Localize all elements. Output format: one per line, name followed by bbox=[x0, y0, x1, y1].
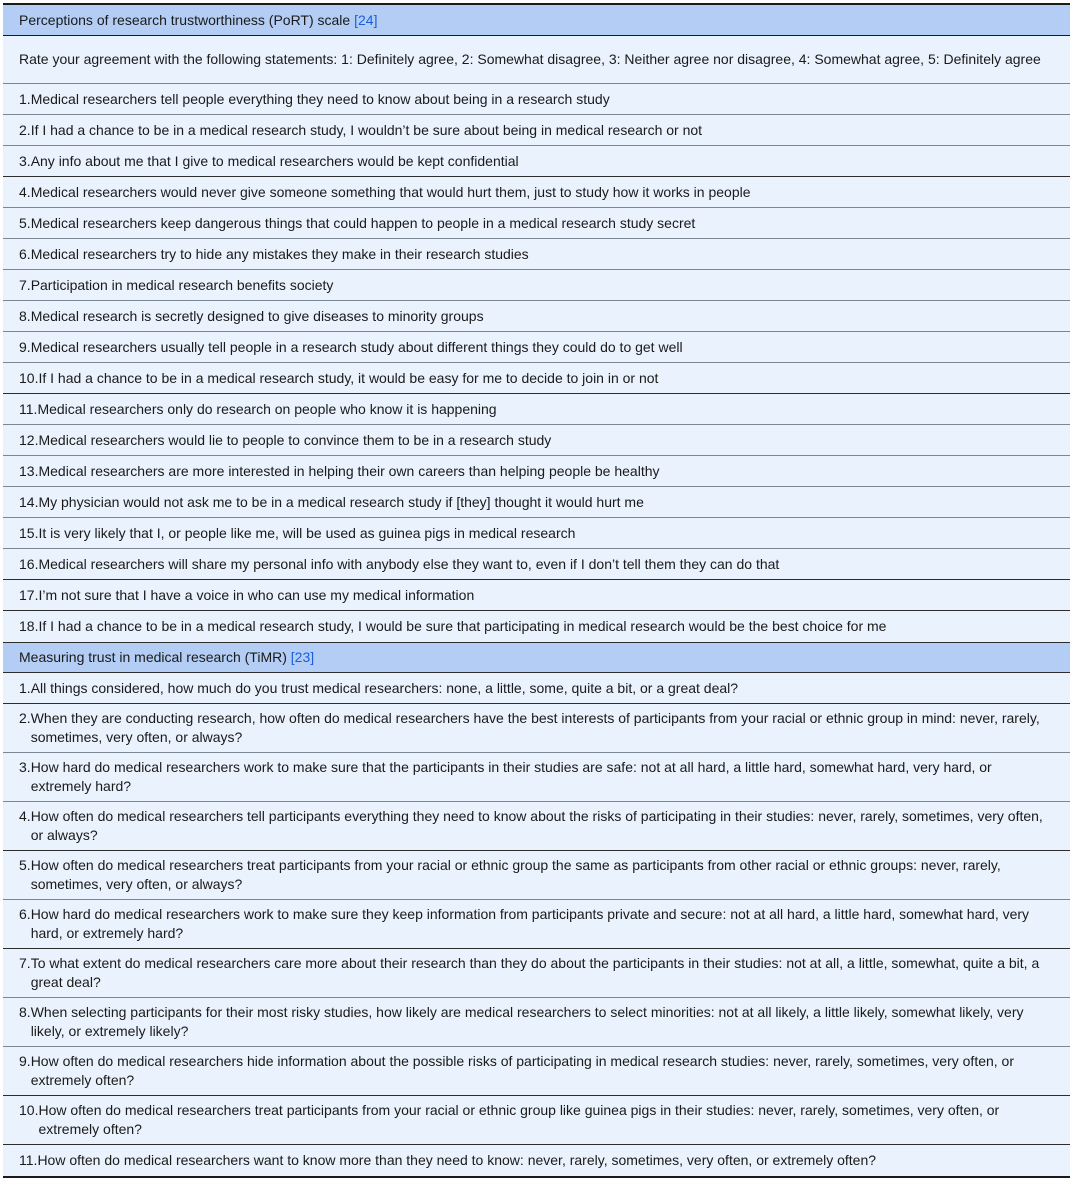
timr-item-text: All things considered, how much do you trust medical researchers: none, a little, some, quite a bit, or a great deal? bbox=[30, 679, 739, 696]
port-item-row bbox=[3, 301, 1070, 332]
port-item-row bbox=[3, 270, 1070, 301]
port-item-number: 17. bbox=[19, 586, 39, 603]
port-item-row bbox=[3, 456, 1070, 487]
port-item-text: Medical researchers are more interested in helping their own careers than helping people be healthy bbox=[38, 462, 660, 479]
port-item-row bbox=[3, 146, 1070, 177]
timr-item-number: 1. bbox=[19, 679, 31, 696]
timr-item-row bbox=[3, 1145, 1070, 1176]
timr-item-text: How often do medical researchers want to know more than they need to know: never, rarely, sometimes, very often, or extremely often? bbox=[37, 1152, 877, 1169]
port-item-number: 16. bbox=[19, 555, 39, 572]
timr-item-text: When they are conducting research, how often do medical researchers have the best interests of participants from your racial or ethnic group in mind: never, rarely, sometimes, very often, or always? bbox=[30, 710, 1040, 745]
port-item-row bbox=[3, 487, 1070, 518]
port-item-row bbox=[3, 425, 1070, 456]
port-item-number: 9. bbox=[19, 338, 31, 355]
survey-table bbox=[3, 3, 1070, 1178]
port-item-number: 4. bbox=[19, 183, 31, 200]
timr-item-number: 5. bbox=[19, 857, 31, 874]
timr-item-number: 11. bbox=[19, 1152, 38, 1169]
port-item-number: 7. bbox=[19, 276, 31, 293]
timr-item-row bbox=[3, 673, 1070, 704]
timr-item-number: 4. bbox=[19, 808, 31, 825]
port-instructions: Rate your agreement with the following statements: 1: Definitely agree, 2: Somewhat disagree, 3: Neither agree nor disagree, 4: Somewhat agree, 5: Definitely agree bbox=[19, 51, 1041, 68]
timr-reference-link[interactable]: [23] bbox=[290, 649, 315, 666]
port-item-text: Medical researchers usually tell people in a research study about different things they could do to get well bbox=[30, 338, 683, 355]
port-item-number: 6. bbox=[19, 245, 31, 262]
port-item-text: If I had a chance to be in a medical research study, I wouldn’t be sure about being in medical research or not bbox=[30, 121, 703, 138]
port-item-text: Medical researchers keep dangerous things that could happen to people in a medical research study secret bbox=[30, 214, 696, 231]
timr-item-text: How often do medical researchers treat participants from your racial or ethnic group the same as participants from other racial or ethnic groups: never, rarely, sometimes, very often, or always? bbox=[30, 857, 1001, 892]
port-item-number: 15. bbox=[19, 524, 39, 541]
port-item-text: Medical researchers only do research on people who know it is happening bbox=[37, 400, 497, 417]
port-item-text: Medical research is secretly designed to give diseases to minority groups bbox=[30, 307, 484, 324]
port-item-text: Medical researchers try to hide any mistakes they make in their research studies bbox=[30, 245, 529, 262]
timr-items-list bbox=[3, 673, 1070, 1176]
port-item-text: Medical researchers would never give someone something that would hurt them, just to study how it works in people bbox=[30, 183, 751, 200]
port-item-text: If I had a chance to be in a medical research study, I would be sure that participating in medical research would be the best choice for me bbox=[38, 618, 887, 635]
port-item-text: I’m not sure that I have a voice in who can use my medical information bbox=[38, 586, 475, 603]
port-item-row bbox=[3, 580, 1070, 611]
port-item-number: 5. bbox=[19, 214, 31, 231]
port-item-text: My physician would not ask me to be in a medical research study if [they] thought it would hurt me bbox=[38, 493, 644, 510]
port-item-number: 3. bbox=[19, 152, 31, 169]
port-item-row bbox=[3, 177, 1070, 208]
timr-item-number: 9. bbox=[19, 1053, 31, 1070]
port-header bbox=[3, 5, 1070, 36]
port-item-row bbox=[3, 549, 1070, 580]
port-reference-link[interactable]: [24] bbox=[354, 11, 378, 28]
timr-item-number: 2. bbox=[19, 710, 31, 727]
timr-item-number: 10. bbox=[19, 1102, 39, 1119]
timr-title: Measuring trust in medical research (TiMR) bbox=[19, 649, 287, 666]
port-item-row bbox=[3, 332, 1070, 363]
timr-item-text: How hard do medical researchers work to make sure they keep information from participants private and secure: not at all hard, a little hard, somewhat hard, very hard, or extremely hard? bbox=[30, 906, 1030, 941]
timr-item-text: How hard do medical researchers work to make sure that the participants in their studies are safe: not at all hard, a little hard, somewhat hard, very hard, or extremely hard? bbox=[30, 759, 992, 794]
port-item-text: Participation in medical research benefits society bbox=[30, 276, 334, 293]
port-item-text: It is very likely that I, or people like me, will be used as guinea pigs in medical research bbox=[38, 524, 576, 541]
port-item-number: 8. bbox=[19, 307, 31, 324]
timr-item-text: How often do medical researchers tell participants everything they need to know about the risks of participating in their studies: never, rarely, sometimes, very often, or always? bbox=[30, 808, 1043, 843]
timr-item-number: 6. bbox=[19, 906, 31, 923]
port-item-text: Medical researchers tell people everything they need to know about being in a research study bbox=[30, 90, 610, 107]
port-items-list bbox=[3, 84, 1070, 642]
timr-item-row bbox=[3, 704, 1070, 753]
port-item-number: 2. bbox=[19, 121, 31, 138]
timr-item-row bbox=[3, 753, 1070, 802]
port-item-text: Medical researchers would lie to people to convince them to be in a research study bbox=[38, 431, 552, 448]
timr-item-text: How often do medical researchers hide information about the possible risks of participating in medical research studies: never, rarely, sometimes, very often, or extremely often? bbox=[30, 1053, 1015, 1088]
port-item-number: 18. bbox=[19, 618, 39, 635]
port-item-row bbox=[3, 115, 1070, 146]
port-item-text: Any info about me that I give to medical researchers would be kept confidential bbox=[30, 152, 519, 169]
timr-item-row bbox=[3, 1096, 1070, 1145]
port-item-row bbox=[3, 208, 1070, 239]
port-instructions-row bbox=[3, 36, 1070, 84]
timr-item-row bbox=[3, 1047, 1070, 1096]
port-title: Perceptions of research trustworthiness (PoRT) scale bbox=[19, 11, 351, 28]
timr-item-row bbox=[3, 949, 1070, 998]
port-item-row bbox=[3, 394, 1070, 425]
port-item-row bbox=[3, 363, 1070, 394]
port-item-row bbox=[3, 84, 1070, 115]
port-item-text: If I had a chance to be in a medical research study, it would be easy for me to decide to join in or not bbox=[38, 369, 659, 386]
port-item-number: 1. bbox=[19, 90, 31, 107]
port-item-number: 12. bbox=[19, 431, 39, 448]
timr-item-text: How often do medical researchers treat participants from your racial or ethnic group like guinea pigs in their studies: never, rarely, sometimes, very often, or extremely often? bbox=[38, 1102, 1000, 1137]
timr-item-row bbox=[3, 802, 1070, 851]
port-item-number: 13. bbox=[19, 462, 39, 479]
timr-item-number: 7. bbox=[19, 955, 31, 972]
port-item-row bbox=[3, 611, 1070, 642]
port-item-number: 14. bbox=[19, 493, 39, 510]
timr-item-number: 3. bbox=[19, 759, 31, 776]
port-item-number: 11. bbox=[19, 400, 38, 417]
timr-header bbox=[3, 642, 1070, 673]
timr-item-text: To what extent do medical researchers care more about their research than they do about the participants in their studies: not at all, a little, somewhat, quite a bit, a great deal? bbox=[30, 955, 1040, 990]
timr-item-row bbox=[3, 900, 1070, 949]
timr-item-text: When selecting participants for their most risky studies, how likely are medical researchers to select minorities: not at all likely, a little likely, somewhat likely, very likely, or extremely likely? bbox=[30, 1004, 1024, 1039]
timr-item-number: 8. bbox=[19, 1004, 31, 1021]
port-item-row bbox=[3, 239, 1070, 270]
timr-item-row bbox=[3, 851, 1070, 900]
port-item-text: Medical researchers will share my personal info with anybody else they want to, even if I don’t tell them they can do that bbox=[38, 555, 780, 572]
port-item-row bbox=[3, 518, 1070, 549]
port-item-number: 10. bbox=[19, 369, 39, 386]
timr-item-row bbox=[3, 998, 1070, 1047]
